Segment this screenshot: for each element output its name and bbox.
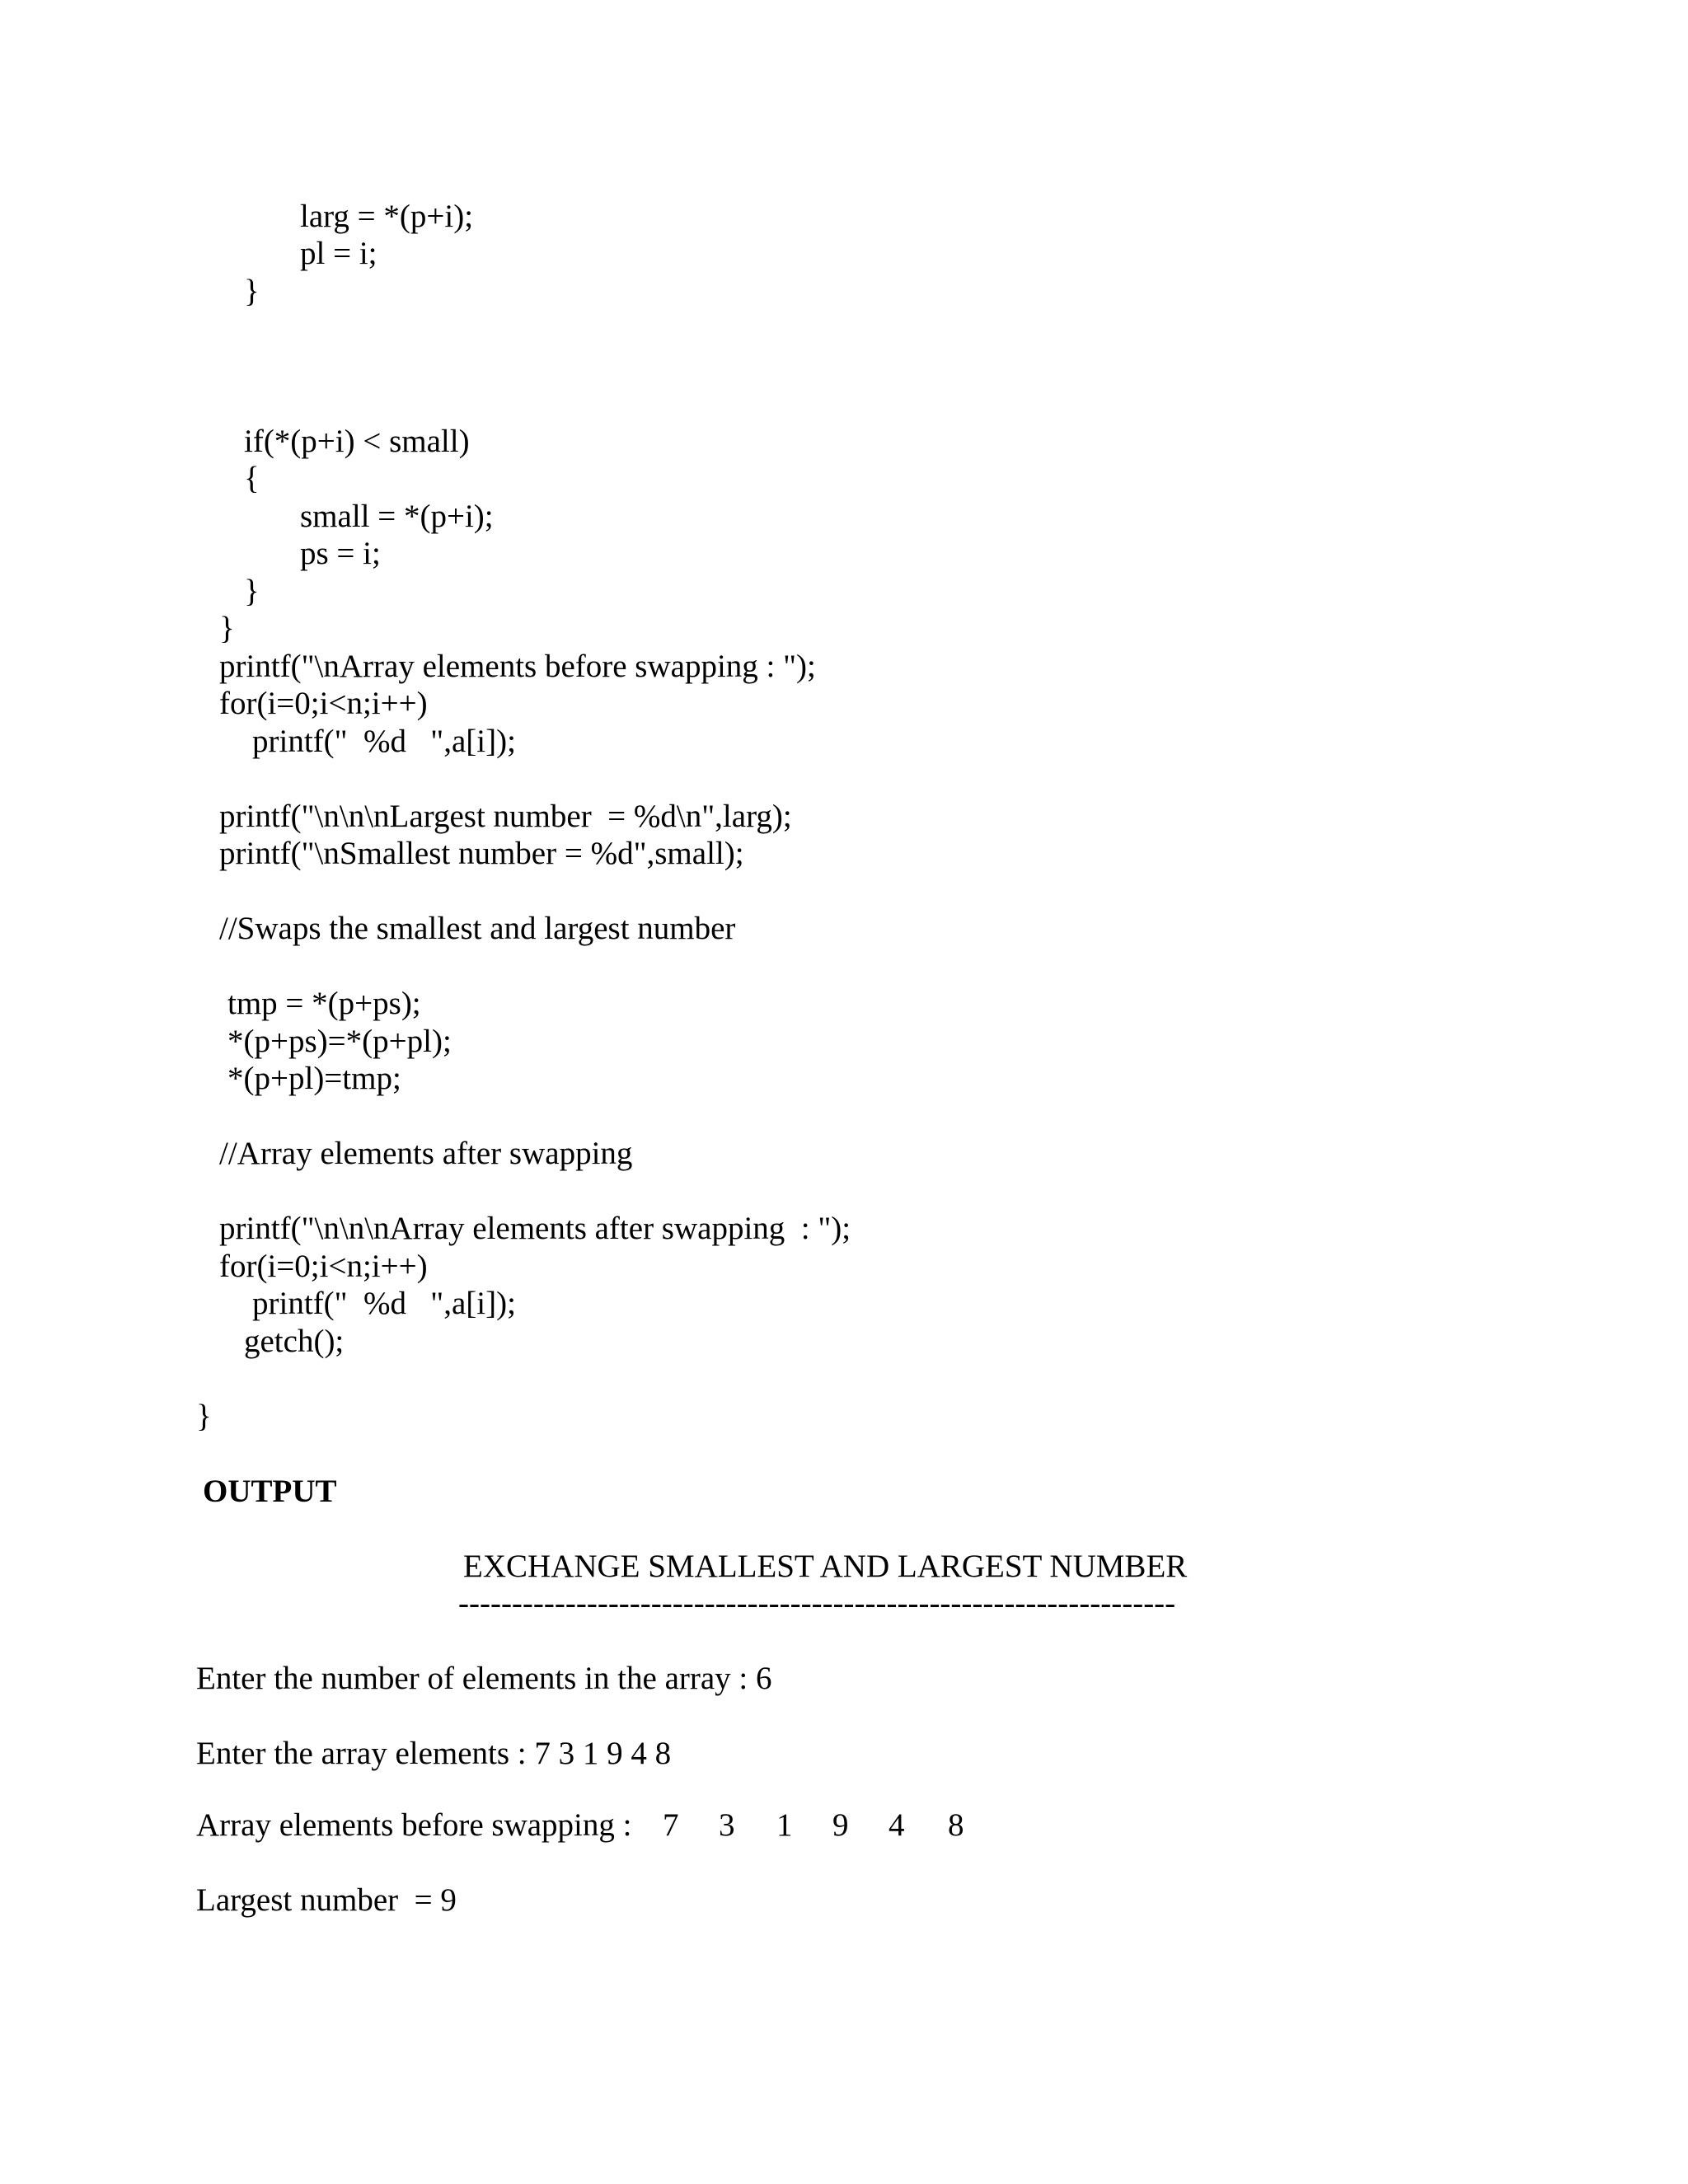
code-line: for(i=0;i<n;i++) — [219, 686, 428, 721]
output-line-label: Array elements before swapping : — [196, 1807, 632, 1843]
code-line: printf(" %d ",a[i]); — [252, 724, 516, 759]
code-line: printf("\n\n\nLargest number = %d\n",larg); — [219, 799, 792, 834]
code-line: printf("\nArray elements before swapping : "); — [219, 649, 816, 684]
output-line: Enter the number of elements in the array : 6 — [196, 1661, 772, 1696]
code-line: printf(" %d ",a[i]); — [252, 1286, 516, 1321]
code-line: printf("\nSmallest number = %d",small); — [219, 836, 744, 871]
output-value: 4 — [889, 1807, 905, 1843]
code-line: ps = i; — [300, 536, 381, 571]
code-line: } — [196, 1399, 212, 1434]
code-line: printf("\n\n\nArray elements after swapping : "); — [219, 1211, 851, 1246]
code-line: } — [219, 611, 235, 646]
code-line: small = *(p+i); — [300, 499, 494, 534]
output-value: 8 — [948, 1807, 964, 1843]
output-line: Enter the array elements : 7 3 1 9 4 8 — [196, 1736, 672, 1771]
code-line: tmp = *(p+ps); — [227, 986, 421, 1021]
code-line: } — [244, 574, 260, 609]
code-line: *(p+ps)=*(p+pl); — [227, 1024, 452, 1059]
output-heading: OUTPUT — [203, 1474, 337, 1509]
code-line: { — [244, 461, 260, 496]
code-comment: //Swaps the smallest and largest number — [219, 911, 736, 946]
output-value: 1 — [776, 1807, 793, 1843]
output-title: EXCHANGE SMALLEST AND LARGEST NUMBER — [463, 1549, 1188, 1584]
code-line: *(p+pl)=tmp; — [227, 1061, 401, 1096]
code-line: } — [244, 274, 260, 309]
code-line: pl = i; — [300, 236, 377, 271]
output-value: 3 — [719, 1807, 735, 1843]
output-rule: ------------------------------------------------------------------- — [458, 1586, 1176, 1621]
code-line: for(i=0;i<n;i++) — [219, 1249, 428, 1284]
code-line: getch(); — [244, 1324, 345, 1359]
output-line: Largest number = 9 — [196, 1882, 457, 1918]
code-line: larg = *(p+i); — [300, 199, 474, 234]
output-value: 9 — [832, 1807, 849, 1843]
code-line: if(*(p+i) < small) — [244, 424, 470, 459]
output-value: 7 — [663, 1807, 679, 1843]
code-comment: //Array elements after swapping — [219, 1136, 633, 1171]
